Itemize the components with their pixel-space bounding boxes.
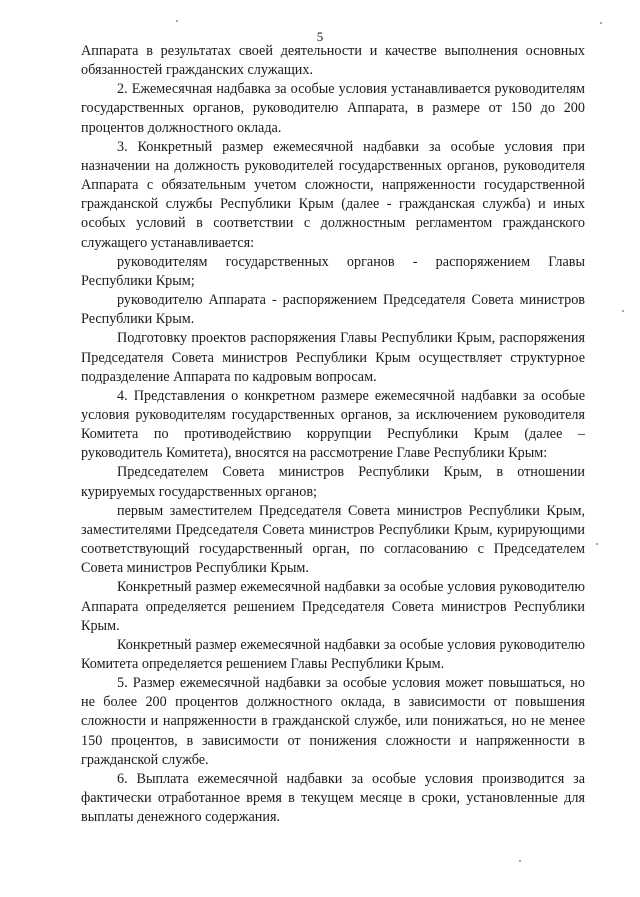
scan-speck — [596, 543, 598, 545]
paragraph-preparation: Подготовку проектов распоряжения Главы Республики Крым, распоряжения Председателя Совета министров Республики Крым осуществляет структурное подразделение Аппарата по кадровым вопросам. — [81, 330, 585, 385]
paragraph-apparatus-size: Конкретный размер ежемесячной надбавки за особые условия руководителю Аппарата определяется решением Председателя Совета министров Республики Крым. — [81, 579, 585, 634]
scan-speck — [519, 860, 521, 862]
paragraph-item-5: 5. Размер ежемесячной надбавки за особые условия может повышаться, но не более 200 процентов должностного оклада, в зависимости от повышения сложности и напряженности в гражданской службе, или понижаться, но не менее 150 процентов, в зависимости от понижения сложности и напряженности в гражданской службе. — [81, 675, 585, 768]
paragraph-item-6: 6. Выплата ежемесячной надбавки за особые условия производится за фактически отработанное время в текущем месяце в сроки, установленные для выплаты денежного содержания. — [81, 770, 585, 826]
paragraph-subitem: Председателем Совета министров Республики Крым, в отношении курируемых государственных органов; — [81, 464, 585, 500]
paragraph-item-2: 2. Ежемесячная надбавка за особые условия устанавливается руководителям государственных органов, руководителю Аппарата, в размере от 150 до 200 процентов должностного оклада. — [81, 81, 585, 136]
paragraph-committee-size: Конкретный размер ежемесячной надбавки за особые условия руководителю Комитета определяется решением Главы Республики Крым. — [81, 636, 585, 672]
scan-speck — [176, 20, 178, 22]
paragraph-subitem: руководителям государственных органов - распоряжением Главы Республики Крым; — [81, 253, 585, 289]
document-body — [81, 42, 585, 827]
scan-speck — [622, 310, 624, 312]
paragraph-item-3: 3. Конкретный размер ежемесячной надбавки за особые условия при назначении на должность руководителей государственных органов, руководителя Аппарата с обязательным учетом сложности, напряженности государственной гражданской службы Республики Крым (далее - гражданская служба) и иных особых условий в соответствии с должностным регламентом гражданского служащего устанавливается: — [81, 138, 585, 251]
paragraph-item-4: 4. Представления о конкретном размере ежемесячной надбавки за особые условия руководителям государственных органов, за исключением руководителя Комитета по противодействию коррупции Республики Крым (далее – руководитель Комитета), вносятся на рассмотрение Главе Республики Крым: — [81, 387, 585, 462]
page-number: 5 — [316, 29, 324, 44]
paragraph-subitem: первым заместителем Председателя Совета министров Республики Крым, заместителями Председателя Совета министров Республики Крым, курирующими соответствующий государственный орган, по согласованию с Председателем Совета министров Республики Крым. — [81, 502, 585, 577]
paragraph-subitem: руководителю Аппарата - распоряжением Председателя Совета министров Республики Крым. — [81, 292, 585, 328]
scan-speck — [600, 22, 602, 24]
paragraph-continuation: Аппарата в результатах своей деятельности и качестве выполнения основных обязанностей гражданских служащих. — [81, 43, 585, 79]
